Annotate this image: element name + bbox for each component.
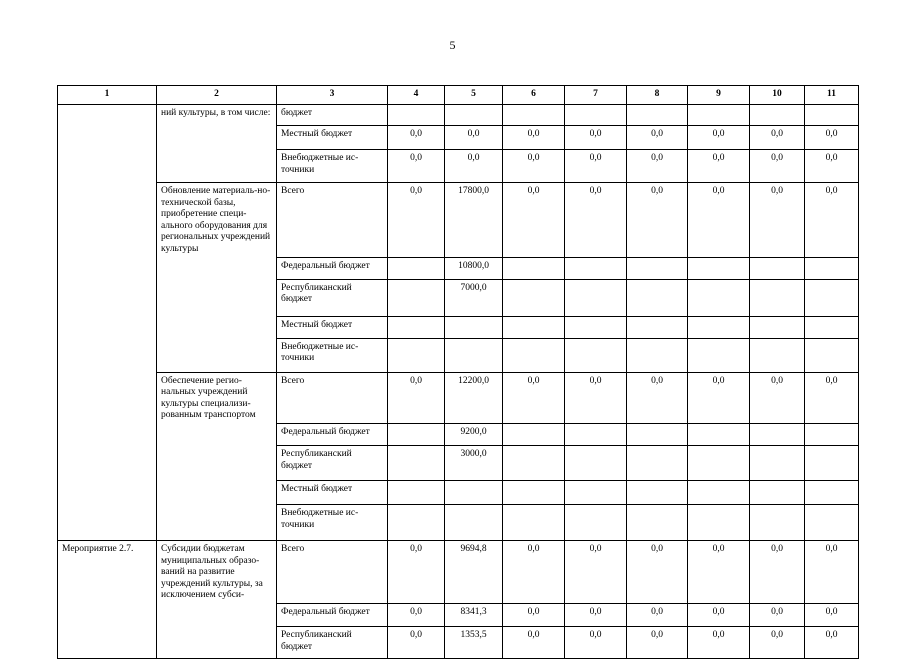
header-cell: 11: [805, 86, 859, 105]
value-cell: [565, 446, 627, 481]
value-cell: [750, 338, 805, 372]
event-cell: Мероприятие 2.7.: [58, 541, 157, 604]
value-cell: 0,0: [503, 150, 565, 183]
funding-source-cell: Внебюджетные ис-точники: [277, 150, 388, 183]
value-cell: [805, 481, 859, 505]
value-cell: [750, 316, 805, 338]
event-cell: [58, 446, 157, 481]
value-cell: 0,0: [805, 627, 859, 659]
header-cell: 3: [277, 86, 388, 105]
value-cell: 0,0: [565, 604, 627, 627]
value-cell: 0,0: [565, 126, 627, 150]
value-cell: [688, 505, 750, 541]
value-cell: [503, 481, 565, 505]
value-cell: 0,0: [565, 183, 627, 258]
value-cell: 0,0: [503, 126, 565, 150]
activity-cell: Обеспечение регио-нальных учреждений культуры специализи-рованным транспортом: [157, 372, 277, 424]
activity-cell: [157, 424, 277, 446]
header-cell: 9: [688, 86, 750, 105]
table-row: [58, 126, 859, 150]
value-cell: 0,0: [445, 150, 503, 183]
table-row: [58, 627, 859, 659]
value-cell: 0,0: [688, 126, 750, 150]
value-cell: 9694,8: [445, 541, 503, 604]
value-cell: [388, 481, 445, 505]
value-cell: 0,0: [388, 604, 445, 627]
value-cell: 17800,0: [445, 183, 503, 258]
value-cell: [750, 481, 805, 505]
value-cell: [750, 505, 805, 541]
value-cell: [445, 316, 503, 338]
event-cell: [58, 481, 157, 505]
value-cell: 0,0: [688, 627, 750, 659]
value-cell: 3000,0: [445, 446, 503, 481]
value-cell: [750, 257, 805, 279]
value-cell: [565, 338, 627, 372]
value-cell: [565, 257, 627, 279]
event-cell: [58, 257, 157, 279]
value-cell: 9200,0: [445, 424, 503, 446]
value-cell: [688, 481, 750, 505]
activity-cell: ний культуры, в том числе:: [157, 105, 277, 126]
value-cell: 0,0: [805, 126, 859, 150]
value-cell: [503, 446, 565, 481]
value-cell: 0,0: [805, 372, 859, 424]
activity-cell: [157, 126, 277, 150]
table-body: [58, 86, 859, 659]
funding-source-cell: Внебюджетные ис-точники: [277, 505, 388, 541]
table-row: [58, 338, 859, 372]
value-cell: [565, 424, 627, 446]
funding-source-cell: Республиканский бюджет: [277, 627, 388, 659]
value-cell: 8341,3: [445, 604, 503, 627]
value-cell: [627, 316, 688, 338]
table-row: [58, 257, 859, 279]
table-row: [58, 372, 859, 424]
value-cell: [565, 481, 627, 505]
value-cell: [688, 338, 750, 372]
value-cell: 0,0: [388, 541, 445, 604]
value-cell: [627, 424, 688, 446]
table-row: [58, 505, 859, 541]
value-cell: [445, 105, 503, 126]
value-cell: [627, 279, 688, 316]
value-cell: [565, 505, 627, 541]
value-cell: [388, 446, 445, 481]
activity-cell: [157, 150, 277, 183]
value-cell: 0,0: [750, 541, 805, 604]
funding-source-cell: Местный бюджет: [277, 126, 388, 150]
value-cell: [503, 257, 565, 279]
value-cell: [688, 316, 750, 338]
event-cell: [58, 604, 157, 627]
value-cell: 0,0: [503, 541, 565, 604]
header-row: [58, 86, 859, 105]
table-row: [58, 183, 859, 258]
table-row: [58, 481, 859, 505]
value-cell: 7000,0: [445, 279, 503, 316]
value-cell: 0,0: [688, 604, 750, 627]
value-cell: 0,0: [627, 627, 688, 659]
value-cell: [805, 316, 859, 338]
value-cell: 0,0: [688, 183, 750, 258]
value-cell: [503, 424, 565, 446]
funding-source-cell: Федеральный бюджет: [277, 257, 388, 279]
table-row: [58, 150, 859, 183]
table-row: [58, 279, 859, 316]
value-cell: [805, 105, 859, 126]
funding-source-cell: Местный бюджет: [277, 316, 388, 338]
event-cell: [58, 372, 157, 424]
value-cell: [503, 505, 565, 541]
event-cell: [58, 150, 157, 183]
value-cell: 0,0: [805, 183, 859, 258]
value-cell: [805, 257, 859, 279]
funding-source-cell: Всего: [277, 183, 388, 258]
value-cell: [750, 446, 805, 481]
activity-cell: [157, 627, 277, 659]
event-cell: [58, 105, 157, 126]
value-cell: 0,0: [750, 150, 805, 183]
value-cell: [627, 481, 688, 505]
activity-cell: [157, 604, 277, 627]
value-cell: [565, 279, 627, 316]
value-cell: [565, 105, 627, 126]
value-cell: [445, 338, 503, 372]
value-cell: [503, 316, 565, 338]
value-cell: 0,0: [750, 372, 805, 424]
table-row: [58, 316, 859, 338]
value-cell: [627, 105, 688, 126]
value-cell: 0,0: [627, 372, 688, 424]
value-cell: [627, 446, 688, 481]
activity-cell: [157, 279, 277, 316]
funding-source-cell: Республиканский бюджет: [277, 279, 388, 316]
value-cell: [565, 316, 627, 338]
activity-cell: [157, 257, 277, 279]
value-cell: [688, 446, 750, 481]
value-cell: 0,0: [565, 541, 627, 604]
value-cell: [388, 505, 445, 541]
value-cell: 0,0: [388, 183, 445, 258]
value-cell: 0,0: [805, 604, 859, 627]
value-cell: [750, 424, 805, 446]
header-cell: 8: [627, 86, 688, 105]
table-row: [58, 604, 859, 627]
table-row: [58, 446, 859, 481]
event-cell: [58, 424, 157, 446]
value-cell: [388, 424, 445, 446]
value-cell: 0,0: [805, 541, 859, 604]
table-row: [58, 424, 859, 446]
header-cell: 10: [750, 86, 805, 105]
table-row: [58, 105, 859, 126]
header-cell: 6: [503, 86, 565, 105]
event-cell: [58, 126, 157, 150]
header-cell: 1: [58, 86, 157, 105]
value-cell: 0,0: [688, 541, 750, 604]
funding-source-cell: Федеральный бюджет: [277, 424, 388, 446]
value-cell: [627, 505, 688, 541]
value-cell: 0,0: [388, 150, 445, 183]
value-cell: [627, 257, 688, 279]
value-cell: 0,0: [627, 150, 688, 183]
funding-source-cell: бюджет: [277, 105, 388, 126]
value-cell: 0,0: [627, 541, 688, 604]
value-cell: [688, 424, 750, 446]
funding-source-cell: Федеральный бюджет: [277, 604, 388, 627]
funding-source-cell: Внебюджетные ис-точники: [277, 338, 388, 372]
funding-source-cell: Республиканский бюджет: [277, 446, 388, 481]
value-cell: [805, 424, 859, 446]
header-cell: 5: [445, 86, 503, 105]
event-cell: [58, 183, 157, 258]
value-cell: [688, 279, 750, 316]
value-cell: [627, 338, 688, 372]
funding-source-cell: Местный бюджет: [277, 481, 388, 505]
activity-cell: Субсидии бюджетам муниципальных образо-ваний на развитие учреждений культуры, за исключением субси-: [157, 541, 277, 604]
value-cell: 0,0: [503, 604, 565, 627]
value-cell: 0,0: [627, 604, 688, 627]
value-cell: [805, 338, 859, 372]
value-cell: [805, 446, 859, 481]
value-cell: 0,0: [388, 126, 445, 150]
value-cell: [503, 279, 565, 316]
budget-table: [57, 85, 859, 659]
activity-cell: [157, 316, 277, 338]
value-cell: 0,0: [445, 126, 503, 150]
value-cell: 0,0: [688, 150, 750, 183]
value-cell: 0,0: [565, 372, 627, 424]
value-cell: 0,0: [388, 372, 445, 424]
value-cell: 0,0: [627, 183, 688, 258]
header-cell: 2: [157, 86, 277, 105]
table-row: [58, 541, 859, 604]
value-cell: 0,0: [750, 627, 805, 659]
value-cell: [388, 316, 445, 338]
value-cell: [503, 105, 565, 126]
event-cell: [58, 279, 157, 316]
event-cell: [58, 627, 157, 659]
value-cell: [688, 105, 750, 126]
activity-cell: [157, 505, 277, 541]
value-cell: [503, 338, 565, 372]
value-cell: 0,0: [503, 627, 565, 659]
value-cell: 1353,5: [445, 627, 503, 659]
value-cell: 0,0: [750, 126, 805, 150]
value-cell: [388, 279, 445, 316]
activity-cell: [157, 338, 277, 372]
value-cell: 0,0: [750, 604, 805, 627]
funding-source-cell: Всего: [277, 372, 388, 424]
value-cell: 0,0: [565, 627, 627, 659]
value-cell: [805, 505, 859, 541]
value-cell: 12200,0: [445, 372, 503, 424]
event-cell: [58, 338, 157, 372]
value-cell: [388, 338, 445, 372]
header-cell: 7: [565, 86, 627, 105]
value-cell: 0,0: [503, 372, 565, 424]
header-cell: 4: [388, 86, 445, 105]
value-cell: 0,0: [627, 126, 688, 150]
event-cell: [58, 316, 157, 338]
value-cell: 0,0: [388, 627, 445, 659]
page-number: 5: [449, 38, 456, 52]
funding-source-cell: Всего: [277, 541, 388, 604]
value-cell: 0,0: [750, 183, 805, 258]
activity-cell: Обновление материаль-но-технической базы, приобретение специ-ального оборудования для региональных учреждений культуры: [157, 183, 277, 258]
activity-cell: [157, 481, 277, 505]
value-cell: [445, 481, 503, 505]
value-cell: 0,0: [565, 150, 627, 183]
value-cell: [388, 257, 445, 279]
value-cell: 0,0: [503, 183, 565, 258]
value-cell: [750, 105, 805, 126]
value-cell: [805, 279, 859, 316]
event-cell: [58, 505, 157, 541]
value-cell: 0,0: [805, 150, 859, 183]
activity-cell: [157, 446, 277, 481]
value-cell: 10800,0: [445, 257, 503, 279]
value-cell: 0,0: [688, 372, 750, 424]
value-cell: [688, 257, 750, 279]
value-cell: [445, 505, 503, 541]
value-cell: [750, 279, 805, 316]
value-cell: [388, 105, 445, 126]
